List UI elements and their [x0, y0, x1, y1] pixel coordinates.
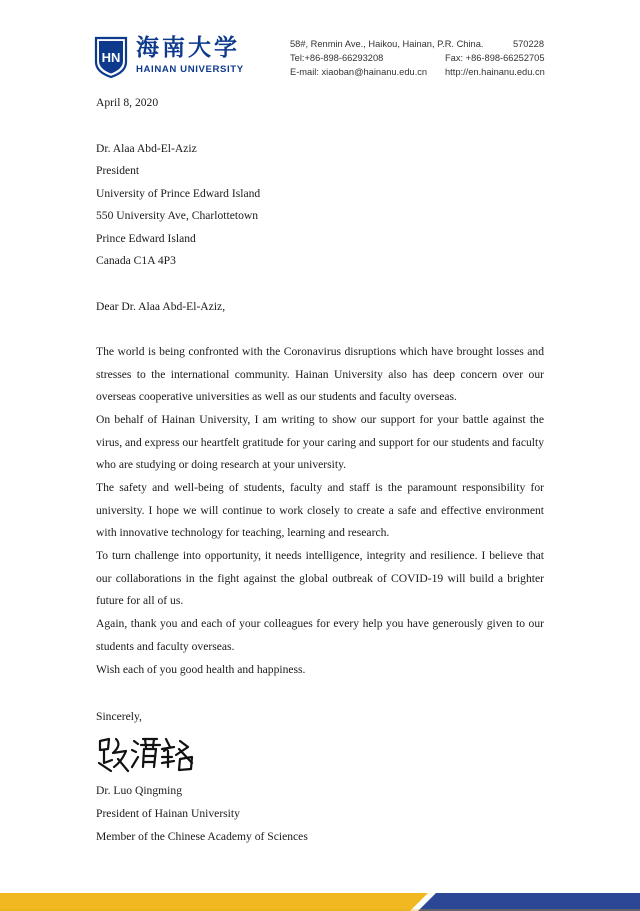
recipient-title: President — [96, 164, 140, 177]
recipient-country: Canada C1A 4P3 — [96, 254, 176, 267]
salutation: Dear Dr. Alaa Abd-El-Aziz, — [96, 300, 226, 313]
postcode: 570228 — [512, 39, 544, 49]
closing: Sincerely, — [96, 710, 142, 723]
paragraph: Wish each of you good health and happiness. — [96, 663, 306, 676]
signer-name: Dr. Luo Qingming — [96, 784, 182, 797]
seal-mark: HN — [101, 50, 121, 65]
fax: Fax: +86-898-66252705 — [445, 53, 545, 63]
contact-right — [445, 37, 544, 79]
letterhead — [0, 0, 640, 90]
paragraph: Again, thank you and each of your colleagues for every help you have generously given to our students and faculty overseas. — [96, 617, 544, 653]
paragraph: The safety and well-being of students, faculty and staff is the paramount responsibility for university. I hope we will continue to work closely to create a safe and effective environment with innovative technology for teaching, learning and research. — [96, 481, 544, 540]
footer-stripe — [0, 885, 640, 911]
recipient-province: Prince Edward Island — [96, 232, 196, 245]
recipient-name: Dr. Alaa Abd-El-Aziz — [96, 142, 197, 155]
paragraph: The world is being confronted with the Coronavirus disruptions which have brought losses and stresses to the international community. Hainan University also has deep concern over our overseas cooperative universities as well as our students and faculty overseas. — [96, 345, 544, 404]
telephone: Tel:+86-898-66293208 — [290, 53, 384, 63]
address: 58#, Renmin Ave., Haikou, Hainan, P.R. China. — [290, 39, 484, 49]
recipient-street: 550 University Ave, Charlottetown — [96, 209, 259, 222]
paragraph: To turn challenge into opportunity, it needs intelligence, integrity and resilience. I believe that our collaborations in the fight against the global outbreak of COVID-19 will build a brighter future for all of us. — [96, 549, 544, 608]
letter-date: April 8, 2020 — [96, 96, 159, 109]
recipient-organization: University of Prince Edward Island — [96, 187, 261, 200]
signer-title: President of Hainan University — [96, 807, 240, 820]
website-link[interactable]: http://en.hainanu.edu.cn — [445, 67, 545, 77]
logo-english-name: HAINAN UNIVERSITY — [136, 64, 244, 75]
email: E-mail: xiaoban@hainanu.edu.cn — [290, 67, 428, 77]
handwritten-signature — [96, 733, 196, 775]
paragraph: On behalf of Hainan University, I am writing to show our support for your battle against the virus, and express our heartfelt gratitude for your caring and support for our students and faculty who are studying or doing research at your university. — [96, 413, 544, 472]
logo-chinese-name: 海南大学 — [136, 35, 240, 61]
signer-affiliation: Member of the Chinese Academy of Sciences — [96, 830, 308, 843]
university-seal-icon — [94, 36, 128, 78]
